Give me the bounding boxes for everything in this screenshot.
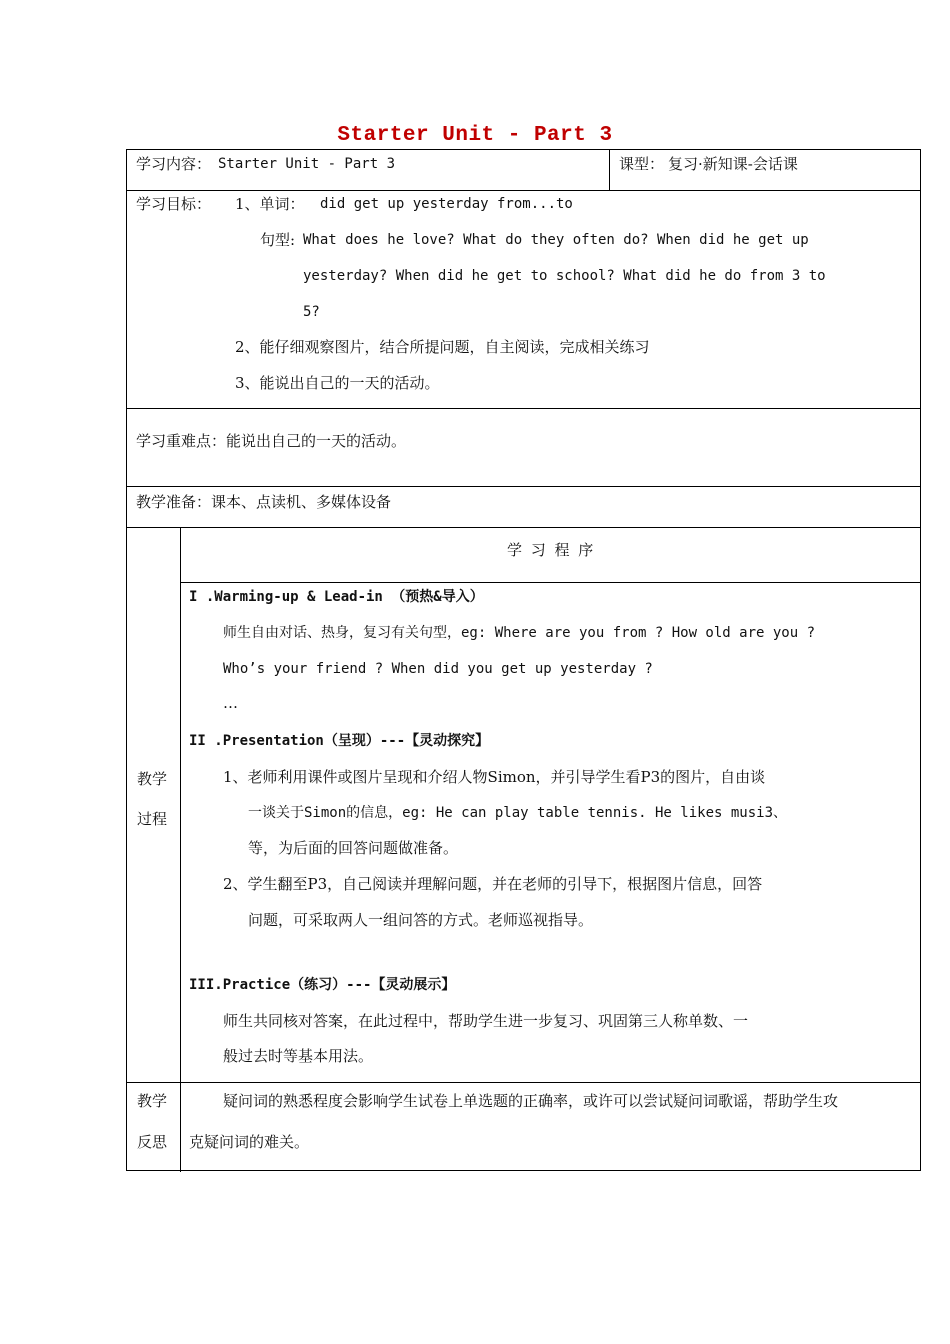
- row-key-points: [127, 408, 920, 487]
- row-goals: [127, 190, 920, 409]
- section-3-line-2: 般过去时等基本用法。: [223, 1047, 374, 1065]
- document-title: Starter Unit - Part 3: [337, 124, 613, 147]
- sentence-label: 句型:: [260, 231, 296, 249]
- content-value: Starter Unit - Part 3: [218, 156, 396, 172]
- preparation-text: 教学准备：课本、点读机、多媒体设备: [136, 493, 392, 511]
- type-label: 课型：: [619, 155, 665, 173]
- section-2-title: II .Presentation（呈现）---【灵动探究】: [189, 733, 490, 749]
- row-process: [127, 527, 920, 1083]
- lesson-plan-table: [126, 149, 921, 1171]
- goals-item1-words: did get up yesterday from...to: [320, 196, 573, 212]
- section-1-line-2: Who’s your friend ? When did you get up yesterday ?: [223, 661, 653, 677]
- process-header: 学 习 程 序: [507, 541, 596, 559]
- process-side-label-2: 过程: [137, 810, 168, 828]
- section-2-line-1: 1、老师利用课件或图片呈现和介绍人物Simon，并引导学生看P3的图片，自由谈: [223, 768, 766, 786]
- key-points-text: 学习重难点：能说出自己的一天的活动。: [136, 432, 407, 450]
- reflection-line-1: 疑问词的熟悉程度会影响学生试卷上单选题的正确率，或许可以尝试疑问词歌谣，帮助学生攻: [223, 1092, 839, 1110]
- row-reflection: [127, 1082, 920, 1172]
- sentence-line-2: yesterday? When did he get to school? What did he do from 3 to: [303, 268, 826, 284]
- section-1-line-1: 师生自由对话、热身，复习有关句型，eg: Where are you from ? How old are you ?: [223, 625, 816, 641]
- type-value: 复习·新知课-会话课: [668, 155, 798, 173]
- reflection-side-label-1: 教学: [137, 1092, 168, 1110]
- section-3-line-1: 师生共同核对答案，在此过程中，帮助学生进一步复习、巩固第三人称单数、一: [223, 1012, 749, 1030]
- section-2-line-5: 问题，可采取两人一组问答的方式。老师巡视指导。: [248, 911, 594, 929]
- goals-item2: 2、能仔细观察图片，结合所提问题，自主阅读，完成相关练习: [235, 338, 650, 356]
- goals-label: 学习目标：: [136, 195, 212, 213]
- sentence-line-1: What does he love? What do they often do? When did he get up: [303, 232, 809, 248]
- section-1-title: I .Warming-up & Lead-in （预热&导入）: [189, 589, 484, 605]
- section-2-line-3: 等，为后面的回答问题做准备。: [248, 839, 459, 857]
- reflection-line-2: 克疑问词的难关。: [189, 1133, 310, 1151]
- section-2-line-2: 一谈关于Simon的信息，eg: He can play table tennis. He likes musi3、: [248, 805, 788, 821]
- sentence-line-3: 5?: [303, 304, 320, 320]
- section-2-line-4: 2、学生翻至P3，自己阅读并理解问题，并在老师的引导下，根据图片信息，回答: [223, 875, 763, 893]
- row-content: [127, 150, 920, 191]
- process-side-label-1: 教学: [137, 770, 168, 788]
- section-1-line-3: …: [223, 694, 238, 712]
- section-3-title: III.Practice（练习）---【灵动展示】: [189, 977, 456, 993]
- goals-item3: 3、能说出自己的一天的活动。: [235, 374, 440, 392]
- row-preparation: [127, 486, 920, 528]
- content-label: 学习内容：: [136, 155, 212, 173]
- goals-item1-prefix: 1、单词：: [235, 195, 305, 213]
- reflection-side-label-2: 反思: [137, 1133, 168, 1151]
